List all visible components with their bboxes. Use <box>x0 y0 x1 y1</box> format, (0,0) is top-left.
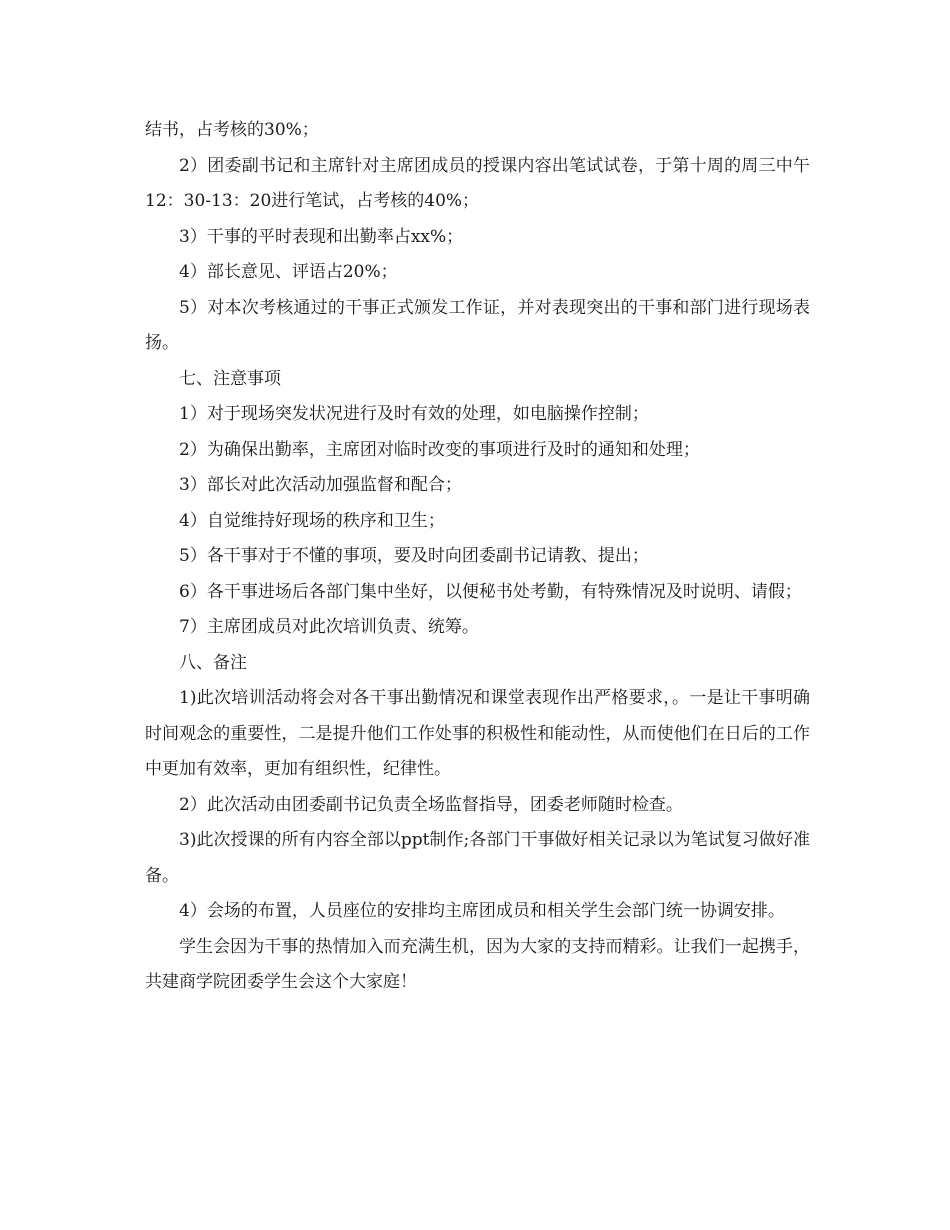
paragraph-17: 3)此次授课的所有内容全部以ppt制作;各部门干事做好相关记录以为笔试复习做好准备。 <box>145 830 810 886</box>
paragraph-16: 2）此次活动由团委副书记负责全场监督指导，团委老师随时检查。 <box>179 794 683 815</box>
paragraph-10: 4）自觉维持好现场的秩序和卫生； <box>179 510 445 531</box>
paragraph-4: 4）部长意见、评语占20%； <box>179 262 398 282</box>
paragraph-2: 2）团委副书记和主席针对主席团成员的授课内容出笔试试卷，于第十周的周三中午12：30-13：20进行笔试，占考核的40%； <box>145 155 810 211</box>
section-heading-precautions: 七、注意事项 <box>179 368 281 389</box>
paragraph-7: 1）对于现场突发状况进行及时有效的处理，如电脑操作控制； <box>179 404 649 424</box>
paragraph-1: 结书，占考核的30%； <box>145 120 319 140</box>
document-body <box>145 113 810 1001</box>
section-heading-notes: 八、备注 <box>179 652 247 673</box>
closing-paragraph: 学生会因为干事的热情加入而充满生机，因为大家的支持而精彩。让我们一起携手，共建商学院团委学生会这个大家庭！ <box>145 936 810 992</box>
paragraph-15: 1)此次培训活动将会对各干事出勤情况和课堂表现作出严格要求，。一是让干事明确时间观念的重要性，二是提升他们工作处事的积极性和能动性，从而使他们在日后的工作中更加有效率，更加有组织性，纪律性。 <box>145 688 810 779</box>
paragraph-3: 3）干事的平时表现和出勤率占xx%； <box>179 226 464 247</box>
paragraph-12: 6）各干事进场后各部门集中坐好，以便秘书处考勤，有特殊情况及时说明、请假； <box>179 581 802 602</box>
paragraph-11: 5）各干事对于不懂的事项，要及时向团委副书记请教、提出； <box>179 546 649 566</box>
paragraph-13: 7）主席团成员对此次培训负责、统筹。 <box>179 617 479 637</box>
paragraph-5: 5）对本次考核通过的干事正式颁发工作证，并对表现突出的干事和部门进行现场表扬。 <box>145 297 810 353</box>
paragraph-8: 2）为确保出勤率，主席团对临时改变的事项进行及时的通知和处理； <box>179 439 700 460</box>
paragraph-18: 4）会场的布置，人员座位的安排均主席团成员和相关学生会部门统一协调安排。 <box>179 901 785 921</box>
paragraph-9: 3）部长对此次活动加强监督和配合； <box>179 475 462 495</box>
